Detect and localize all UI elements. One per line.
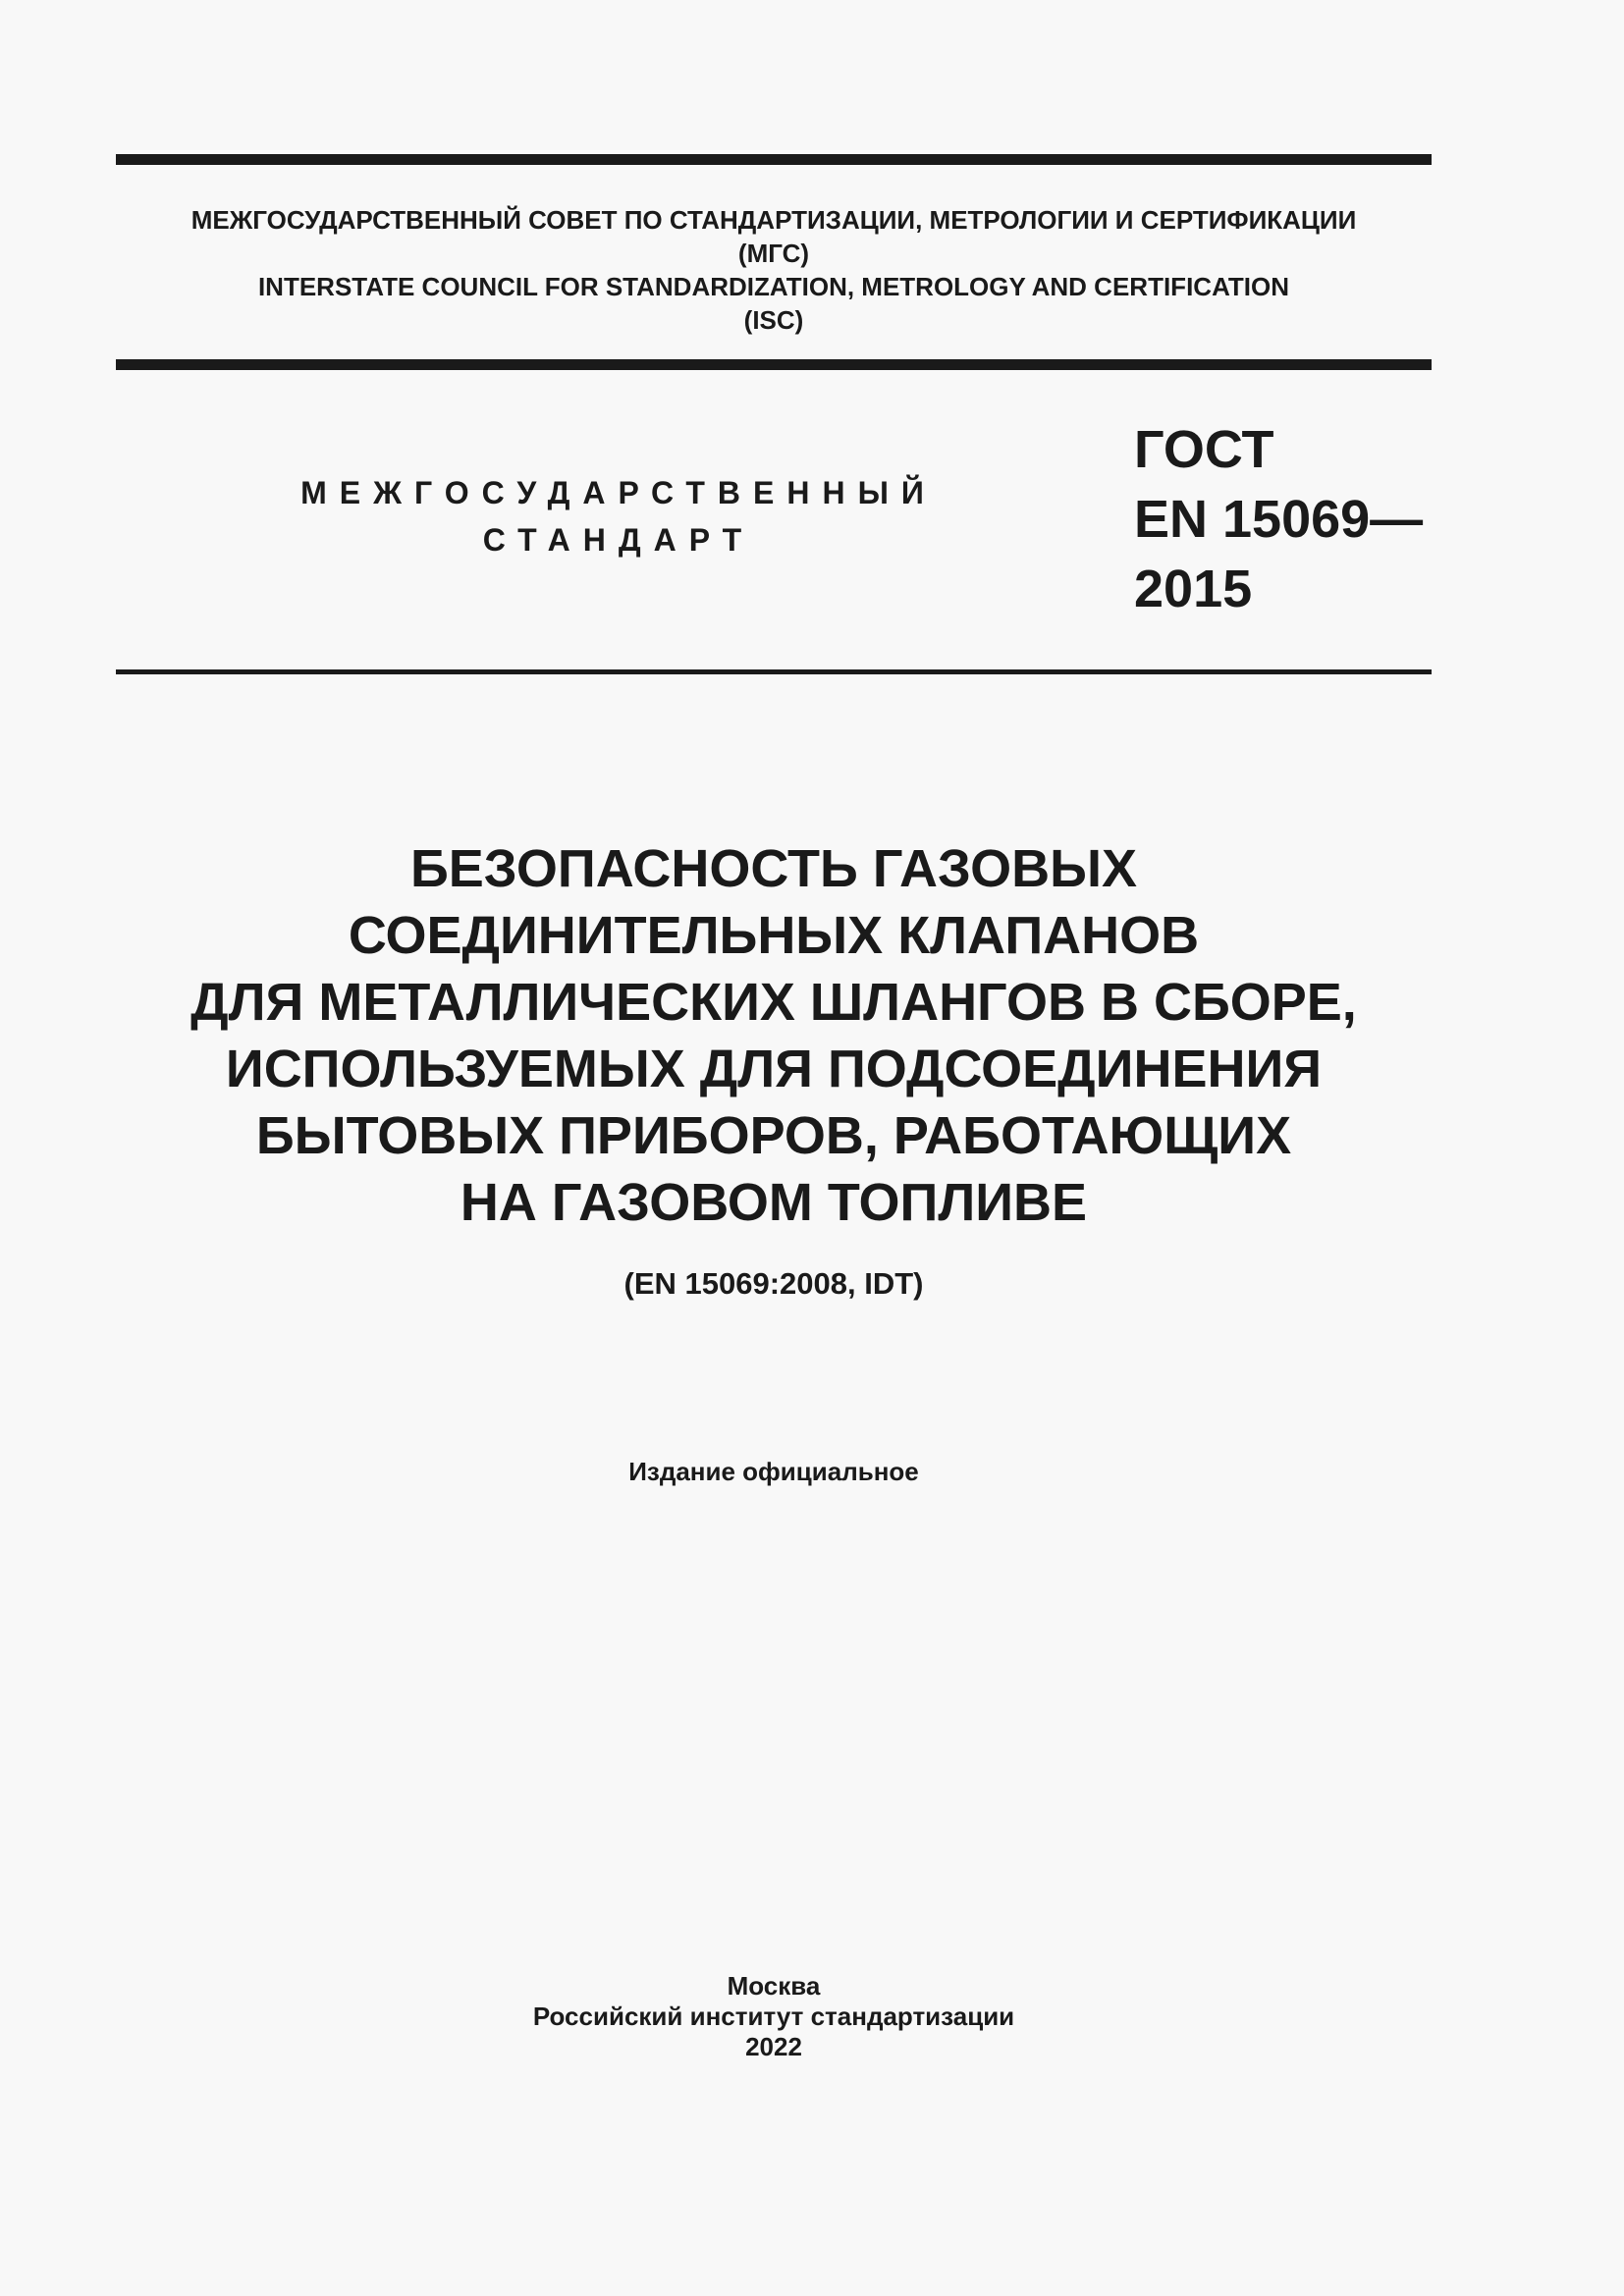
publisher-city: Москва — [727, 1971, 821, 2001]
standard-designation — [1134, 415, 1423, 624]
title-line: НА ГАЗОВОМ ТОПЛИВЕ — [460, 1173, 1088, 1232]
title-line: БЫТОВЫХ ПРИБОРОВ, РАБОТАЮЩИХ — [255, 1106, 1292, 1165]
designation-line1: ГОСТ — [1134, 420, 1274, 479]
title-line: БЕЗОПАСНОСТЬ ГАЗОВЫХ — [409, 839, 1138, 898]
identity-reference: (EN 15069:2008, IDT) — [623, 1266, 924, 1301]
title-line: ИСПОЛЬЗУЕМЫХ ДЛЯ ПОДСОЕДИНЕНИЯ — [225, 1040, 1323, 1098]
document-title — [116, 835, 1432, 1236]
designation-line2: EN 15069— — [1134, 490, 1424, 549]
council-bottom-rule — [116, 359, 1432, 370]
council-abbr-en: (ISC) — [743, 305, 804, 335]
council-name-ru: МЕЖГОСУДАРСТВЕННЫЙ СОВЕТ ПО СТАНДАРТИЗАЦИИ, МЕТРОЛОГИИ И СЕРТИФИКАЦИИ — [190, 205, 1357, 235]
publisher-block — [116, 1971, 1432, 2062]
standard-type-line2: СТАНДАРТ — [482, 522, 755, 558]
designation-bottom-rule — [116, 669, 1432, 674]
standard-type-line1: МЕЖГОСУДАРСТВЕННЫЙ — [300, 475, 937, 510]
publisher-institute: Российский институт стандартизации — [532, 2002, 1015, 2031]
council-name-en: INTERSTATE COUNCIL FOR STANDARDIZATION, METROLOGY AND CERTIFICATION — [257, 272, 1290, 301]
publication-year: 2022 — [745, 2032, 802, 2061]
designation-line3: 2015 — [1134, 560, 1253, 618]
council-abbr-ru: (МГС) — [737, 239, 810, 268]
standard-type-label — [295, 469, 943, 563]
edition-note: Издание официальное — [628, 1457, 919, 1486]
title-line: ДЛЯ МЕТАЛЛИЧЕСКИХ ШЛАНГОВ В СБОРЕ, — [190, 973, 1357, 1032]
top-rule — [116, 154, 1432, 165]
council-header — [116, 203, 1432, 337]
title-line: СОЕДИНИТЕЛЬНЫХ КЛАПАНОВ — [348, 906, 1200, 965]
